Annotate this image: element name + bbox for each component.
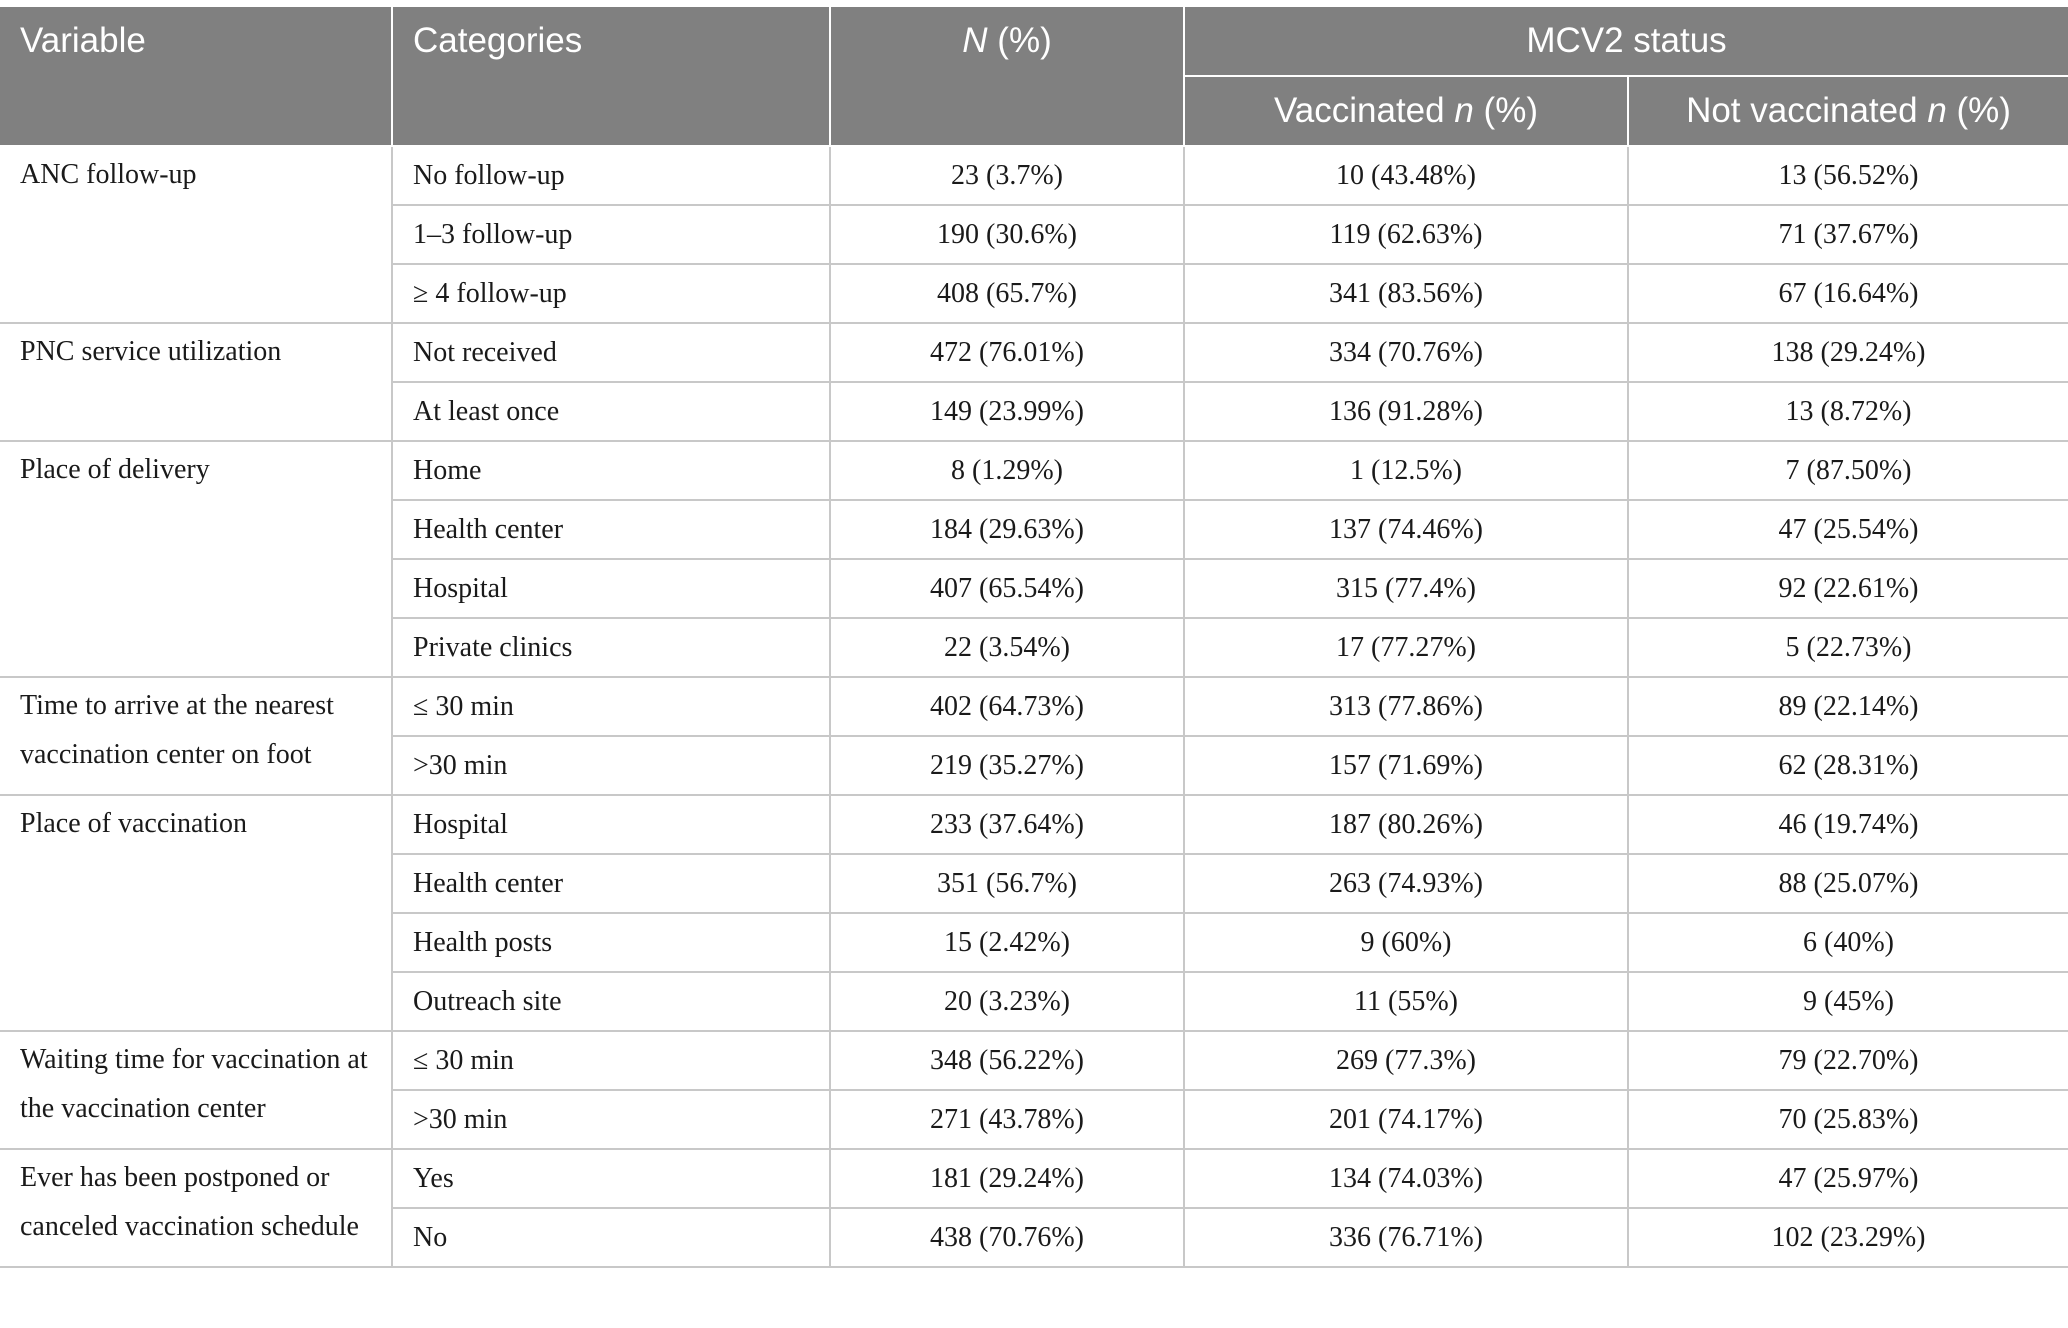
table-row: [0, 441, 2068, 500]
vaccinated-cell: 10 (43.48%): [1184, 146, 1628, 205]
header-mcv2-status: MCV2 status: [1184, 6, 2068, 76]
not-vaccinated-cell: 62 (28.31%): [1628, 736, 2068, 795]
table-row: [0, 1149, 2068, 1208]
variable-cell: PNC service utilization: [0, 323, 392, 441]
category-cell: ≤ 30 min: [392, 677, 830, 736]
table-row: [0, 677, 2068, 736]
header-n-percent: [830, 6, 1184, 146]
variable-cell: Waiting time for vaccination at the vaccination center: [0, 1031, 392, 1149]
not-vaccinated-cell: 13 (56.52%): [1628, 146, 2068, 205]
header-vaccinated: [1184, 76, 1628, 146]
category-cell: ≤ 30 min: [392, 1031, 830, 1090]
vaccinated-cell: 341 (83.56%): [1184, 264, 1628, 323]
category-cell: Private clinics: [392, 618, 830, 677]
header-vaccinated-label: Vaccinated: [1274, 91, 1455, 130]
not-vaccinated-cell: 102 (23.29%): [1628, 1208, 2068, 1267]
n-cell: 22 (3.54%): [830, 618, 1184, 677]
category-cell: Yes: [392, 1149, 830, 1208]
not-vaccinated-cell: 9 (45%): [1628, 972, 2068, 1031]
not-vaccinated-cell: 138 (29.24%): [1628, 323, 2068, 382]
vaccinated-cell: 313 (77.86%): [1184, 677, 1628, 736]
category-cell: No: [392, 1208, 830, 1267]
variable-cell: Place of vaccination: [0, 795, 392, 1031]
category-cell: 1–3 follow-up: [392, 205, 830, 264]
category-cell: Outreach site: [392, 972, 830, 1031]
category-cell: ≥ 4 follow-up: [392, 264, 830, 323]
category-cell: >30 min: [392, 736, 830, 795]
category-cell: At least once: [392, 382, 830, 441]
n-cell: 219 (35.27%): [830, 736, 1184, 795]
category-cell: Home: [392, 441, 830, 500]
category-cell: Health center: [392, 854, 830, 913]
not-vaccinated-cell: 47 (25.97%): [1628, 1149, 2068, 1208]
not-vaccinated-cell: 5 (22.73%): [1628, 618, 2068, 677]
header-variable: Variable: [0, 6, 392, 146]
category-cell: Not received: [392, 323, 830, 382]
n-cell: 149 (23.99%): [830, 382, 1184, 441]
n-cell: 233 (37.64%): [830, 795, 1184, 854]
not-vaccinated-cell: 47 (25.54%): [1628, 500, 2068, 559]
table-row: [0, 1031, 2068, 1090]
n-cell: 15 (2.42%): [830, 913, 1184, 972]
header-categories: Categories: [392, 6, 830, 146]
vaccinated-cell: 334 (70.76%): [1184, 323, 1628, 382]
variable-cell: Place of delivery: [0, 441, 392, 677]
not-vaccinated-cell: 70 (25.83%): [1628, 1090, 2068, 1149]
n-cell: 402 (64.73%): [830, 677, 1184, 736]
vaccinated-cell: 119 (62.63%): [1184, 205, 1628, 264]
n-cell: 23 (3.7%): [830, 146, 1184, 205]
vaccinated-cell: 136 (91.28%): [1184, 382, 1628, 441]
n-cell: 351 (56.7%): [830, 854, 1184, 913]
vaccinated-cell: 336 (76.71%): [1184, 1208, 1628, 1267]
n-cell: 184 (29.63%): [830, 500, 1184, 559]
header-not-vaccinated: [1628, 76, 2068, 146]
variable-cell: ANC follow-up: [0, 146, 392, 323]
header-n-suffix: (%): [987, 21, 1052, 60]
n-cell: 438 (70.76%): [830, 1208, 1184, 1267]
vaccinated-cell: 134 (74.03%): [1184, 1149, 1628, 1208]
category-cell: Health posts: [392, 913, 830, 972]
table-row: [0, 323, 2068, 382]
n-cell: 271 (43.78%): [830, 1090, 1184, 1149]
n-cell: 407 (65.54%): [830, 559, 1184, 618]
header-not-vaccinated-n: n: [1927, 91, 1947, 130]
vaccinated-cell: 17 (77.27%): [1184, 618, 1628, 677]
n-cell: 20 (3.23%): [830, 972, 1184, 1031]
category-cell: Health center: [392, 500, 830, 559]
vaccinated-cell: 201 (74.17%): [1184, 1090, 1628, 1149]
not-vaccinated-cell: 67 (16.64%): [1628, 264, 2068, 323]
not-vaccinated-cell: 71 (37.67%): [1628, 205, 2068, 264]
n-cell: 348 (56.22%): [830, 1031, 1184, 1090]
category-cell: >30 min: [392, 1090, 830, 1149]
category-cell: No follow-up: [392, 146, 830, 205]
table-row: [0, 146, 2068, 205]
not-vaccinated-cell: 13 (8.72%): [1628, 382, 2068, 441]
vaccinated-cell: 9 (60%): [1184, 913, 1628, 972]
vaccinated-cell: 187 (80.26%): [1184, 795, 1628, 854]
header-vaccinated-suffix: (%): [1473, 91, 1538, 130]
not-vaccinated-cell: 88 (25.07%): [1628, 854, 2068, 913]
header-not-vaccinated-suffix: (%): [1946, 91, 2011, 130]
category-cell: Hospital: [392, 795, 830, 854]
vaccinated-cell: 1 (12.5%): [1184, 441, 1628, 500]
header-not-vaccinated-label: Not vaccinated: [1686, 91, 1928, 130]
mcv2-status-table: [0, 5, 2068, 1268]
n-cell: 408 (65.7%): [830, 264, 1184, 323]
not-vaccinated-cell: 46 (19.74%): [1628, 795, 2068, 854]
vaccinated-cell: 137 (74.46%): [1184, 500, 1628, 559]
table-row: [0, 795, 2068, 854]
variable-cell: Ever has been postponed or canceled vaccination schedule: [0, 1149, 392, 1267]
header-vaccinated-n: n: [1454, 91, 1474, 130]
not-vaccinated-cell: 89 (22.14%): [1628, 677, 2068, 736]
vaccinated-cell: 11 (55%): [1184, 972, 1628, 1031]
not-vaccinated-cell: 92 (22.61%): [1628, 559, 2068, 618]
vaccinated-cell: 269 (77.3%): [1184, 1031, 1628, 1090]
vaccinated-cell: 315 (77.4%): [1184, 559, 1628, 618]
vaccinated-cell: 263 (74.93%): [1184, 854, 1628, 913]
table-header: [0, 6, 2068, 146]
not-vaccinated-cell: 79 (22.70%): [1628, 1031, 2068, 1090]
table-body: [0, 146, 2068, 1267]
n-cell: 181 (29.24%): [830, 1149, 1184, 1208]
category-cell: Hospital: [392, 559, 830, 618]
not-vaccinated-cell: 6 (40%): [1628, 913, 2068, 972]
variable-cell: Time to arrive at the nearest vaccination center on foot: [0, 677, 392, 795]
not-vaccinated-cell: 7 (87.50%): [1628, 441, 2068, 500]
n-cell: 190 (30.6%): [830, 205, 1184, 264]
n-cell: 8 (1.29%): [830, 441, 1184, 500]
header-n-italic: N: [962, 21, 988, 60]
vaccinated-cell: 157 (71.69%): [1184, 736, 1628, 795]
n-cell: 472 (76.01%): [830, 323, 1184, 382]
